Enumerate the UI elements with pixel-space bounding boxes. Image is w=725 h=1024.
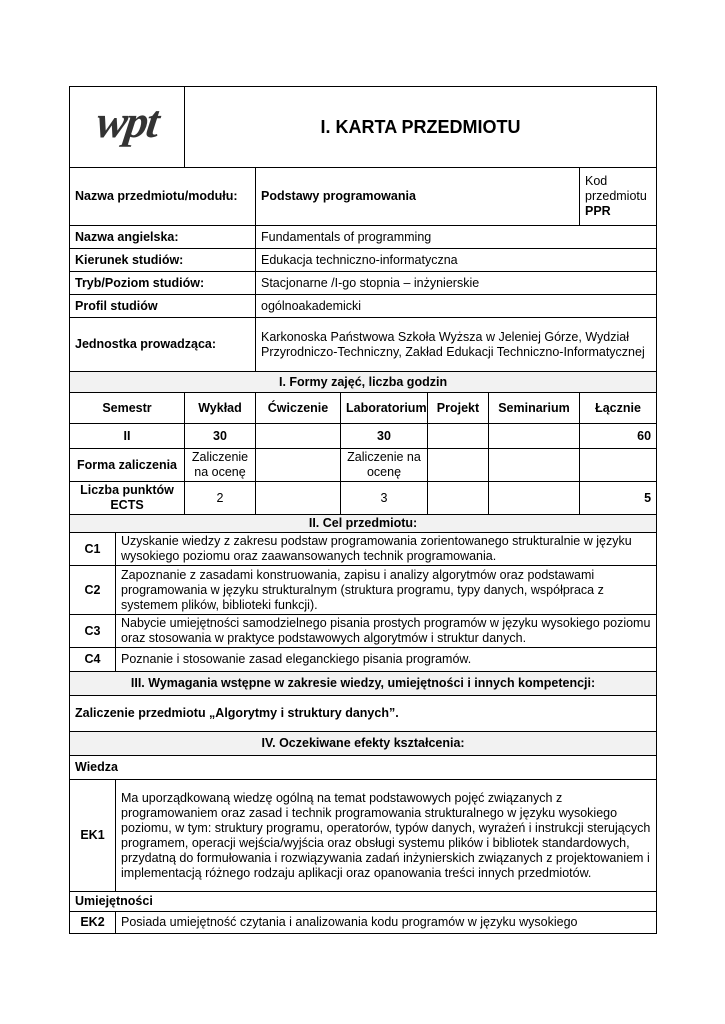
outcome-code: EK1 (70, 780, 116, 892)
form-label: Forma zaliczenia (70, 449, 185, 482)
goal-code: C4 (70, 648, 116, 672)
lab-hours: 30 (341, 424, 428, 449)
ects-label: Liczba punktów ECTS (70, 482, 185, 515)
hours-header-exercise: Ćwiczenie (256, 393, 341, 424)
english-label: Nazwa angielska: (70, 226, 256, 249)
outcome-code: EK2 (70, 912, 116, 934)
section1-title: I. Formy zajęć, liczba godzin (70, 372, 657, 393)
course-card-table (69, 86, 657, 934)
logo-mark: wpt (93, 95, 161, 147)
lab-ects: 3 (341, 482, 428, 515)
english-value: Fundamentals of programming (256, 226, 657, 249)
hours-header-seminar: Seminarium (489, 393, 580, 424)
seminar-form (489, 449, 580, 482)
outcome-text: Ma uporządkowaną wiedzę ogólną na temat podstawowych pojęć związanych z programowaniem oraz zasad i technik programowania strukturalnego w języku wysokiego poziomu, w tym: struktury programu, operatorów, typów danych, wyrażeń i instrukcji sterujących programem, operacji wejścia/wyjścia oraz obsługi systemu plików i bibliotek standardowych, przydatną do formułowania i rozwiązywania zadań inżynierskich związanych z projektowaniem i implementacją różnego rodzaju aplikacji oraz opanowania treści innych przedmiotów. (116, 780, 657, 892)
total-form (580, 449, 657, 482)
section2-title: II. Cel przedmiotu: (70, 515, 657, 533)
exercise-hours (256, 424, 341, 449)
profile-label: Profil studiów (70, 295, 256, 318)
name-value: Podstawy programowania (256, 168, 580, 226)
hours-header-lab: Laboratorium (341, 393, 428, 424)
mode-label: Tryb/Poziom studiów: (70, 272, 256, 295)
project-ects (428, 482, 489, 515)
lecture-ects: 2 (185, 482, 256, 515)
logo (70, 87, 185, 168)
unit-value: Karkonoska Państwowa Szkoła Wyższa w Jeleniej Górze, Wydział Przyrodniczo-Techniczny, Zakład Edukacji Techniczno-Informatycznej (256, 318, 657, 372)
semester-value: II (70, 424, 185, 449)
goal-text: Poznanie i stosowanie zasad eleganckiego pisania programów. (116, 648, 657, 672)
mode-value: Stacjonarne /I-go stopnia – inżynierskie (256, 272, 657, 295)
prerequisites-text: Zaliczenie przedmiotu „Algorytmy i struktury danych”. (70, 696, 657, 732)
project-form (428, 449, 489, 482)
goal-code: C2 (70, 566, 116, 615)
hours-header-project: Projekt (428, 393, 489, 424)
section4-title: IV. Oczekiwane efekty kształcenia: (70, 732, 657, 756)
field-label: Kierunek studiów: (70, 249, 256, 272)
profile-value: ogólnoakademicki (256, 295, 657, 318)
goal-text: Nabycie umiejętności samodzielnego pisania prostych programów w języku wysokiego poziomu oraz stosowania w praktyce podstawowych algorytmów i struktur danych. (116, 615, 657, 648)
lab-form: Zaliczenie na ocenę (341, 449, 428, 482)
goal-text: Uzyskanie wiedzy z zakresu podstaw programowania zorientowanego strukturalnie w języku wysokiego poziomu oraz zaawansowanych technik programowania. (116, 533, 657, 566)
lecture-form: Zaliczenie na ocenę (185, 449, 256, 482)
hours-header-semester: Semestr (70, 393, 185, 424)
total-hours: 60 (580, 424, 657, 449)
exercise-ects (256, 482, 341, 515)
skills-label: Umiejętności (70, 892, 657, 912)
course-card (69, 86, 656, 934)
goal-code: C1 (70, 533, 116, 566)
total-ects: 5 (580, 482, 657, 515)
code-value: PPR (585, 204, 611, 218)
hours-header-lecture: Wykład (185, 393, 256, 424)
code-label-line2: przedmiotu (585, 189, 647, 203)
seminar-hours (489, 424, 580, 449)
hours-header-total: Łącznie (580, 393, 657, 424)
seminar-ects (489, 482, 580, 515)
goal-code: C3 (70, 615, 116, 648)
exercise-form (256, 449, 341, 482)
field-value: Edukacja techniczno-informatyczna (256, 249, 657, 272)
knowledge-label: Wiedza (70, 756, 657, 780)
name-label: Nazwa przedmiotu/modułu: (70, 168, 256, 226)
outcome-text: Posiada umiejętność czytania i analizowania kodu programów w języku wysokiego (116, 912, 657, 934)
unit-label: Jednostka prowadząca: (70, 318, 256, 372)
lecture-hours: 30 (185, 424, 256, 449)
page-title: I. KARTA PRZEDMIOTU (185, 87, 657, 168)
project-hours (428, 424, 489, 449)
goal-text: Zapoznanie z zasadami konstruowania, zapisu i analizy algorytmów oraz podstawami programowania w języku strukturalnym (struktura programu, typy danych, współpraca z systemem plików, biblioteki funkcji). (116, 566, 657, 615)
code-label-line1: Kod (585, 174, 608, 188)
code-cell (580, 168, 657, 226)
section3-title: III. Wymagania wstępne w zakresie wiedzy, umiejętności i innych kompetencji: (70, 672, 657, 696)
